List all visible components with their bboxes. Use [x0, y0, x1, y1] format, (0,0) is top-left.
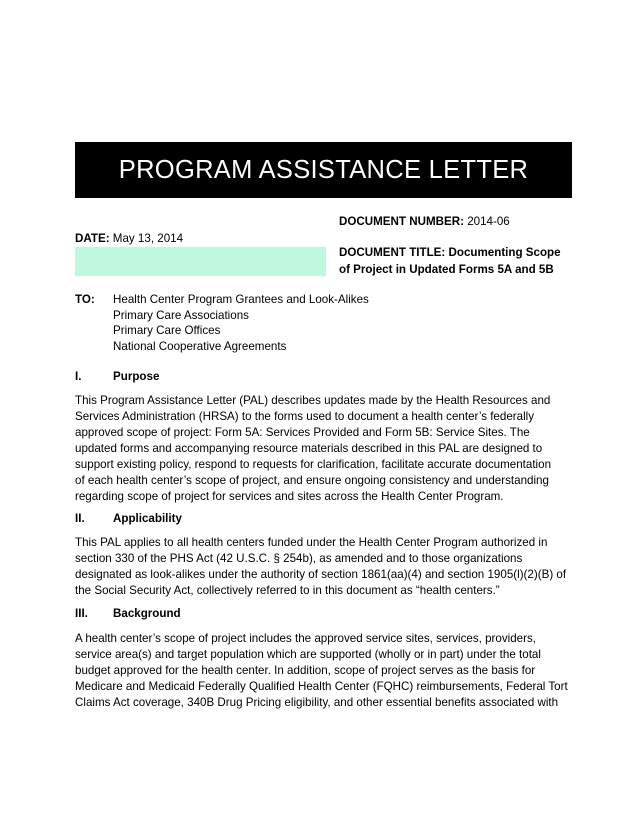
- section-title: Applicability: [113, 512, 182, 525]
- section-paragraph-background: [75, 631, 570, 711]
- document-title-label: DOCUMENT TITLE:: [339, 246, 446, 259]
- paragraph-line: updated forms and accompanying resource materials described in this PAL are designed to: [75, 442, 543, 455]
- date-value: May 13, 2014: [112, 232, 184, 245]
- paragraph-line: A health center’s scope of project includes the approved service sites, services, providers,: [75, 632, 536, 645]
- section-title: Purpose: [113, 370, 160, 383]
- section-heading-purpose: [75, 369, 159, 385]
- highlight-box: [75, 247, 326, 276]
- paragraph-line: regarding scope of project for services and sites across the Health Center Program.: [75, 490, 504, 503]
- paragraph-line: of each health center’s scope of project, and ensure ongoing consistency and understanding: [75, 474, 549, 487]
- recipient-item: Health Center Program Grantees and Look-Alikes: [113, 293, 369, 306]
- date-label: DATE:: [75, 232, 110, 245]
- paragraph-line: the Social Security Act, collectively referred to in this document as “health centers.”: [75, 584, 500, 597]
- recipient-item: Primary Care Associations: [113, 308, 249, 322]
- recipient-item: National Cooperative Agreements: [113, 339, 287, 353]
- paragraph-line: budget approved for the health center. In addition, scope of project serves as the basis for: [75, 664, 536, 677]
- document-number-label: DOCUMENT NUMBER:: [339, 215, 464, 228]
- section-title: Background: [113, 607, 181, 620]
- paragraph-line: approved scope of project: Form 5A: Services Provided and Form 5B: Service Sites. The: [75, 426, 530, 439]
- recipient-list: [113, 292, 369, 354]
- document-date: [75, 231, 183, 247]
- section-heading-applicability: [75, 511, 182, 527]
- paragraph-line: designated as look-alikes under the authority of section 1861(aa)(4) and section 1905(l)(2)(B) of: [75, 568, 567, 581]
- section-paragraph-purpose: [75, 393, 570, 505]
- paragraph-line: Claims Act coverage, 340B Drug Pricing eligibility, and other essential benefits associated with: [75, 696, 559, 709]
- paragraph-line: Medicare and Medicaid Federally Qualified Health Center (FQHC) reimbursements, Federal Tort: [75, 680, 568, 693]
- paragraph-line: Services Administration (HRSA) to the forms used to document a health center’s federally: [75, 410, 535, 423]
- paragraph-line: section 330 of the PHS Act (42 U.S.C. § 254b), as amended and to those organizations: [75, 552, 523, 565]
- section-number: I.: [75, 370, 82, 383]
- paragraph-line: support existing policy, respond to requests for clarification, facilitate accurate documentation: [75, 458, 552, 471]
- document-number: [339, 214, 510, 230]
- paragraph-line: This PAL applies to all health centers funded under the Health Center Program authorized in: [75, 536, 548, 549]
- document-number-value: 2014-06: [467, 215, 510, 228]
- paragraph-line: This Program Assistance Letter (PAL) describes updates made by the Health Resources and: [75, 394, 551, 407]
- section-heading-background: [75, 606, 181, 622]
- paragraph-line: service area(s) and target population which are supported (wholly or in part) under the total: [75, 648, 541, 661]
- recipient-item: Primary Care Offices: [113, 324, 221, 337]
- document-title-value: Documenting Scope of Project in Updated Forms 5A and 5B: [339, 246, 561, 276]
- banner-title: PROGRAM ASSISTANCE LETTER: [118, 155, 529, 184]
- section-number: III.: [75, 607, 88, 620]
- title-banner: [75, 142, 572, 198]
- to-label: TO:: [75, 293, 95, 306]
- document-title: [339, 245, 569, 278]
- section-paragraph-applicability: [75, 535, 570, 599]
- section-number: II.: [75, 512, 85, 525]
